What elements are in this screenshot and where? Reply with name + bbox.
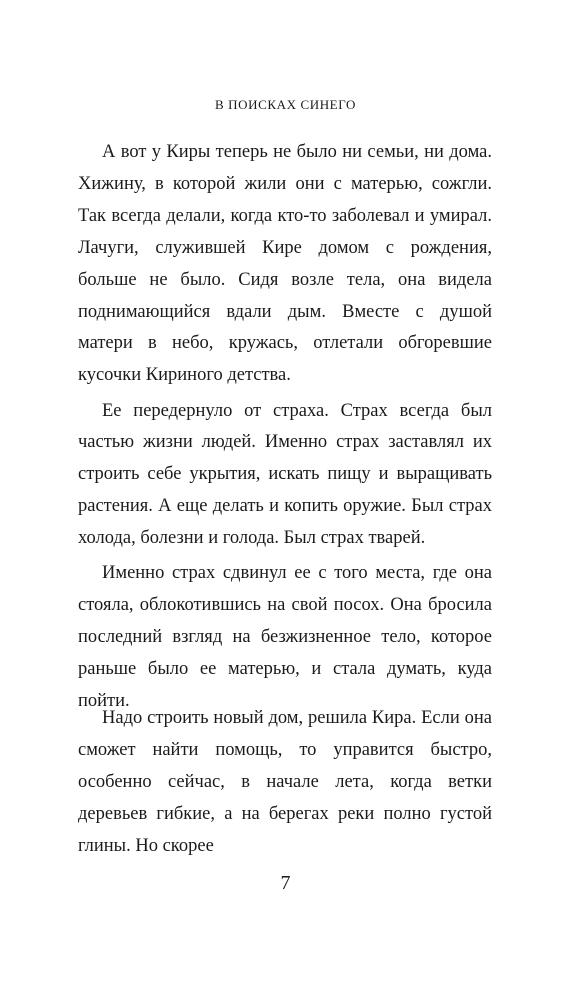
- text-section-2: [78, 703, 492, 863]
- page-number: 7: [280, 872, 291, 894]
- paragraph-3: Именно страх сдвинул ее с того места, где она стояла, облокотившись на свой посох. Она бросила последний взгляд на безжизненное тело, которое раньше было ее матерью, и стала думать, куда пойти.: [78, 563, 492, 711]
- paragraph-1: А вот у Киры теперь не было ни семьи, ни дома. Хижину, в которой жили они с матерью, сожгли. Так всегда делали, когда кто-то заболевал и умирал. Лачуги, служившей Кире домом с рождения, больше не было. Сидя возле тела, она видела поднимающийся вдали дым. Вместе с душой матери в небо, кружась, отлетали обгоревшие кусочки Кириного детства.: [78, 142, 492, 386]
- paragraph-2: Ее передернуло от страха. Страх всегда был частью жизни людей. Именно страх заставлял их строить себе укрытия, искать пищу и выращивать растения. А еще делать и копить оружие. Был страх холода, болезни и голода. Был страх тварей.: [78, 400, 492, 549]
- text-section-1: [78, 137, 492, 718]
- running-head: В ПОИСКАХ СИНЕГО: [214, 97, 357, 112]
- paragraph-4: Надо строить новый дом, решила Кира. Если она сможет найти помощь, то управится быстро, особенно сейчас, в начале лета, когда ветки деревьев гибкие, а на берегах реки полно густой глины. Но скорее: [78, 708, 492, 856]
